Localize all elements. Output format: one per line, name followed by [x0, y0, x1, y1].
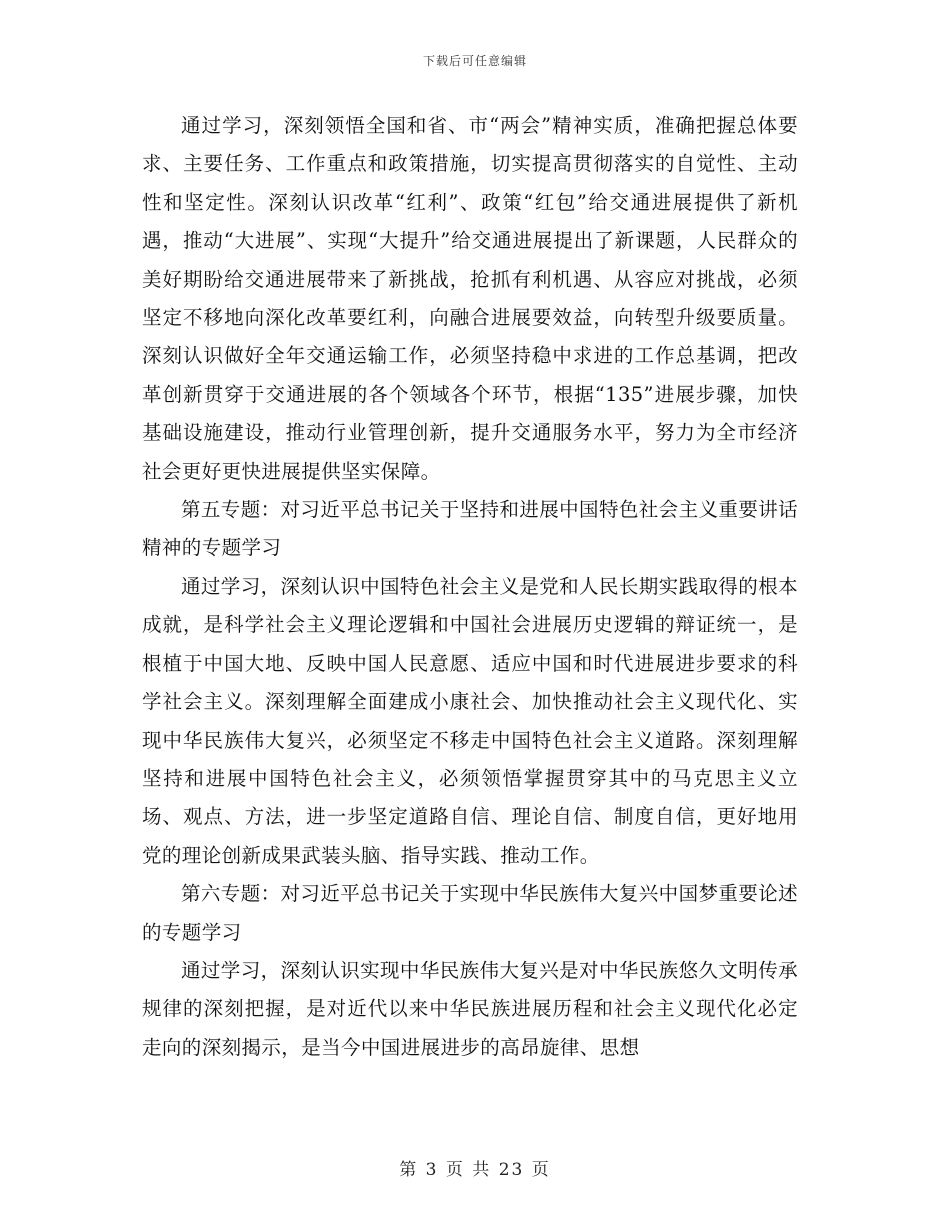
section-heading-5: 第五专题：对习近平总书记关于坚持和进展中国特色社会主义重要讲话精神的专题学习: [142, 498, 798, 560]
paragraph-body-3: 通过学习，深刻认识实现中华民族伟大复兴是对中华民族悠久文明传承规律的深刻把握，是对近代以来中华民族进展历程和社会主义现代化必定走向的深刻揭示，是当今中国进展进步的高昂旋律、思想: [142, 958, 798, 1059]
section-heading-6: 第六专题：对习近平总书记关于实现中华民族伟大复兴中国梦重要论述的专题学习: [142, 882, 798, 944]
document-body: [142, 107, 798, 1067]
page-header: 下载后可任意编辑: [422, 54, 527, 68]
page-number-footer: 第 3 页 共 23 页: [399, 1160, 551, 1180]
paragraph-body-2: 通过学习，深刻认识中国特色社会主义是党和人民长期实践取得的根本成就，是科学社会主义理论逻辑和中国社会进展历史逻辑的辩证统一，是根植于中国大地、反映中国人民意愿、适应中国和时代进展进步要求的科学社会主义。深刻理解全面建成小康社会、加快推动社会主义现代化、实现中华民族伟大复兴，必须坚定不移走中国特色社会主义道路。深刻理解坚持和进展中国特色社会主义，必须领悟掌握贯穿其中的马克思主义立场、观点、方法，进一步坚定道路自信、理论自信、制度自信，更好地用党的理论创新成果武装头脑、指导实践、推动工作。: [142, 574, 798, 867]
paragraph-body-1: 通过学习，深刻领悟全国和省、市“两会”精神实质，准确把握总体要求、主要任务、工作重点和政策措施，切实提高贯彻落实的自觉性、主动性和坚定性。深刻认识改革“红利”、政策“红包”给交通进展提供了新机遇，推动“大进展”、实现“大提升”给交通进展提出了新课题，人民群众的美好期盼给交通进展带来了新挑战，抢抓有利机遇、从容应对挑战，必须坚定不移地向深化改革要红利，向融合进展要效益，向转型升级要质量。深刻认识做好全年交通运输工作，必须坚持稳中求进的工作总基调，把改革创新贯穿于交通进展的各个领域各个环节，根据“135”进展步骤，加快基础设施建设，推动行业管理创新，提升交通服务水平，努力为全市经济社会更好更快进展提供坚实保障。: [142, 114, 798, 483]
